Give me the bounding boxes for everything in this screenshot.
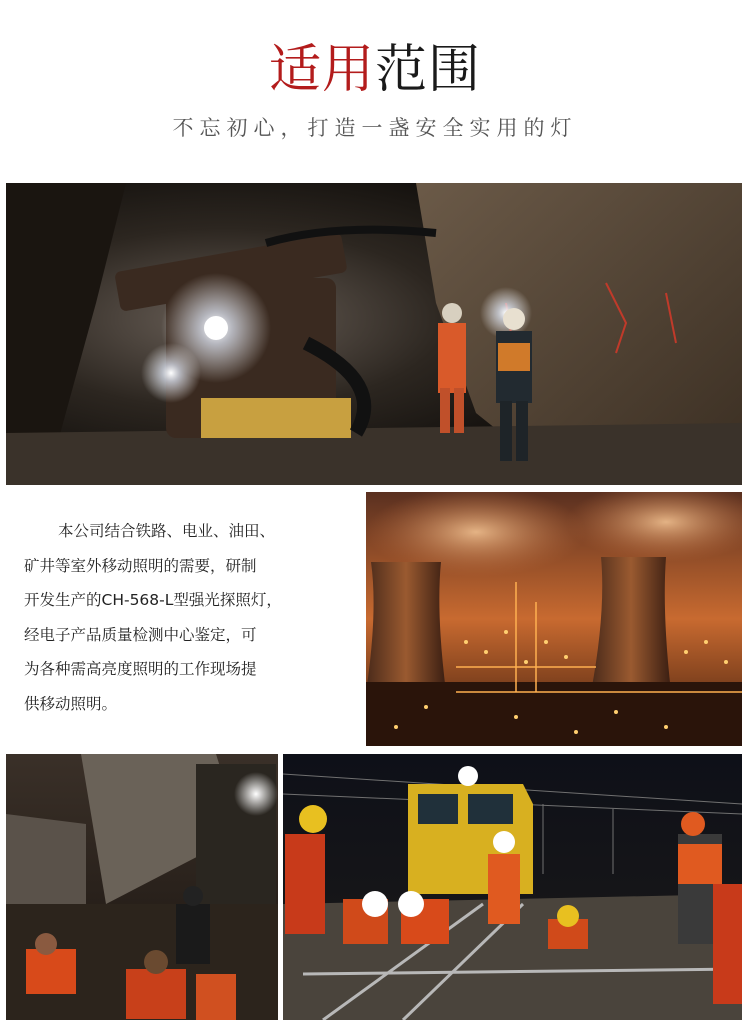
night-construction-photo <box>6 754 278 1020</box>
description-line-4: 经电子产品质量检测中心鉴定，可 <box>24 625 257 644</box>
page-title <box>0 36 750 104</box>
railway-maintenance-photo <box>283 754 742 1020</box>
description-line-1: 本公司结合铁路、电业、油田、 <box>58 522 276 540</box>
description-line-2: 矿井等室外移动照明的需要，研制 <box>24 556 257 575</box>
mining-tunnel-photo <box>6 183 742 485</box>
title-accent: 适用 <box>268 40 375 100</box>
description-line-3: 开发生产的CH-568-L型强光探照灯， <box>24 591 282 609</box>
title-rest: 范围 <box>375 40 482 100</box>
description-line-5: 为各种需高亮度照明的工作现场提 <box>24 660 257 678</box>
description-line-6: 供移动照明。 <box>24 694 118 713</box>
power-plant-photo <box>366 492 742 746</box>
description <box>24 514 344 721</box>
page-subtitle: 不忘初心，打造一盏安全实用的灯 <box>172 116 578 140</box>
